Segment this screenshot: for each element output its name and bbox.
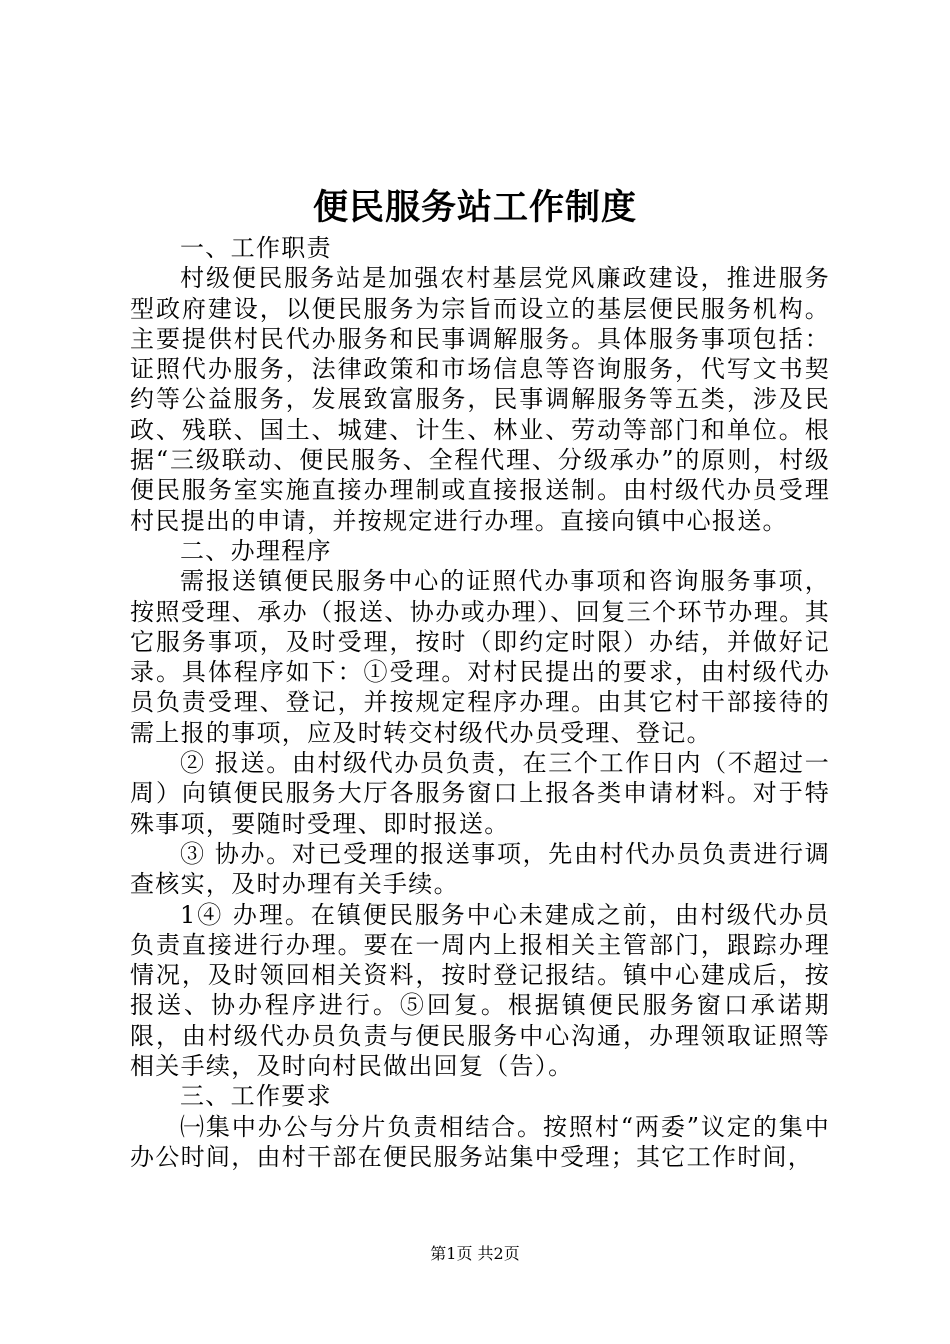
section-heading-requirements: 三、工作要求	[180, 1082, 332, 1111]
paragraph-requirements: ㈠集中办公与分片负责相结合。按照村“两委”议定的集中办公时间，由村干部在便民服务站集中受理；其它工作时间，	[130, 1112, 830, 1171]
document-title: 便民服务站工作制度	[312, 187, 637, 228]
page-footer: 第1页 共2页	[430, 1244, 520, 1263]
paragraph-procedure-intro: 需报送镇便民服务中心的证照代办事项和咨询服务事项，按照受理、承办（报送、协办或办理）、回复三个环节办理。其它服务事项，及时受理，按时（即约定时限）办结，并做好记录。具体程序如下：①受理。对村民提出的要求，由村级代办员负责受理、登记，并按规定程序办理。由其它村干部接待的需上报的事项，应及时转交村级代办员受理、登记。	[130, 567, 830, 747]
section-heading-duties: 一、工作职责	[180, 234, 332, 262]
paragraph-duties: 村级便民服务站是加强农村基层党风廉政建设，推进服务型政府建设，以便民服务为宗旨而设立的基层便民服务机构。主要提供村民代办服务和民事调解服务。具体服务事项包括：证照代办服务，法律政策和市场信息等咨询服务，代写文书契约等公益服务，发展致富服务，民事调解服务等五类，涉及民政、残联、国土、城建、计生、林业、劳动等部门和单位。根据“三级联动、便民服务、全程代理、分级承办”的原则，村级便民服务室实施直接办理制或直接报送制。由村级代办员受理村民提出的申请，并按规定进行办理。直接向镇中心报送。	[130, 264, 830, 535]
document-body	[130, 233, 830, 1172]
section-heading-procedure: 二、办理程序	[180, 536, 332, 565]
paragraph-procedure-assist: ③ 协办。对已受理的报送事项，先由村代办员负责进行调查核实，及时办理有关手续。	[130, 839, 830, 899]
paragraph-procedure-handle: 1④ 办理。在镇便民服务中心未建成之前，由村级代办员负责直接进行办理。要在一周内上报相关主管部门，跟踪办理情况，及时领回相关资料，按时登记报结。镇中心建成后，按报送、协办程序进行。⑤回复。根据镇便民服务窗口承诺期限，由村级代办员负责与便民服务中心沟通，办理领取证照等相关手续，及时向村民做出回复（告）。	[130, 900, 830, 1081]
paragraph-procedure-submit: ② 报送。由村级代办员负责，在三个工作日内（不超过一周）向镇便民服务大厅各服务窗口上报各类申请材料。对于特殊事项，要随时受理、即时报送。	[130, 749, 830, 838]
